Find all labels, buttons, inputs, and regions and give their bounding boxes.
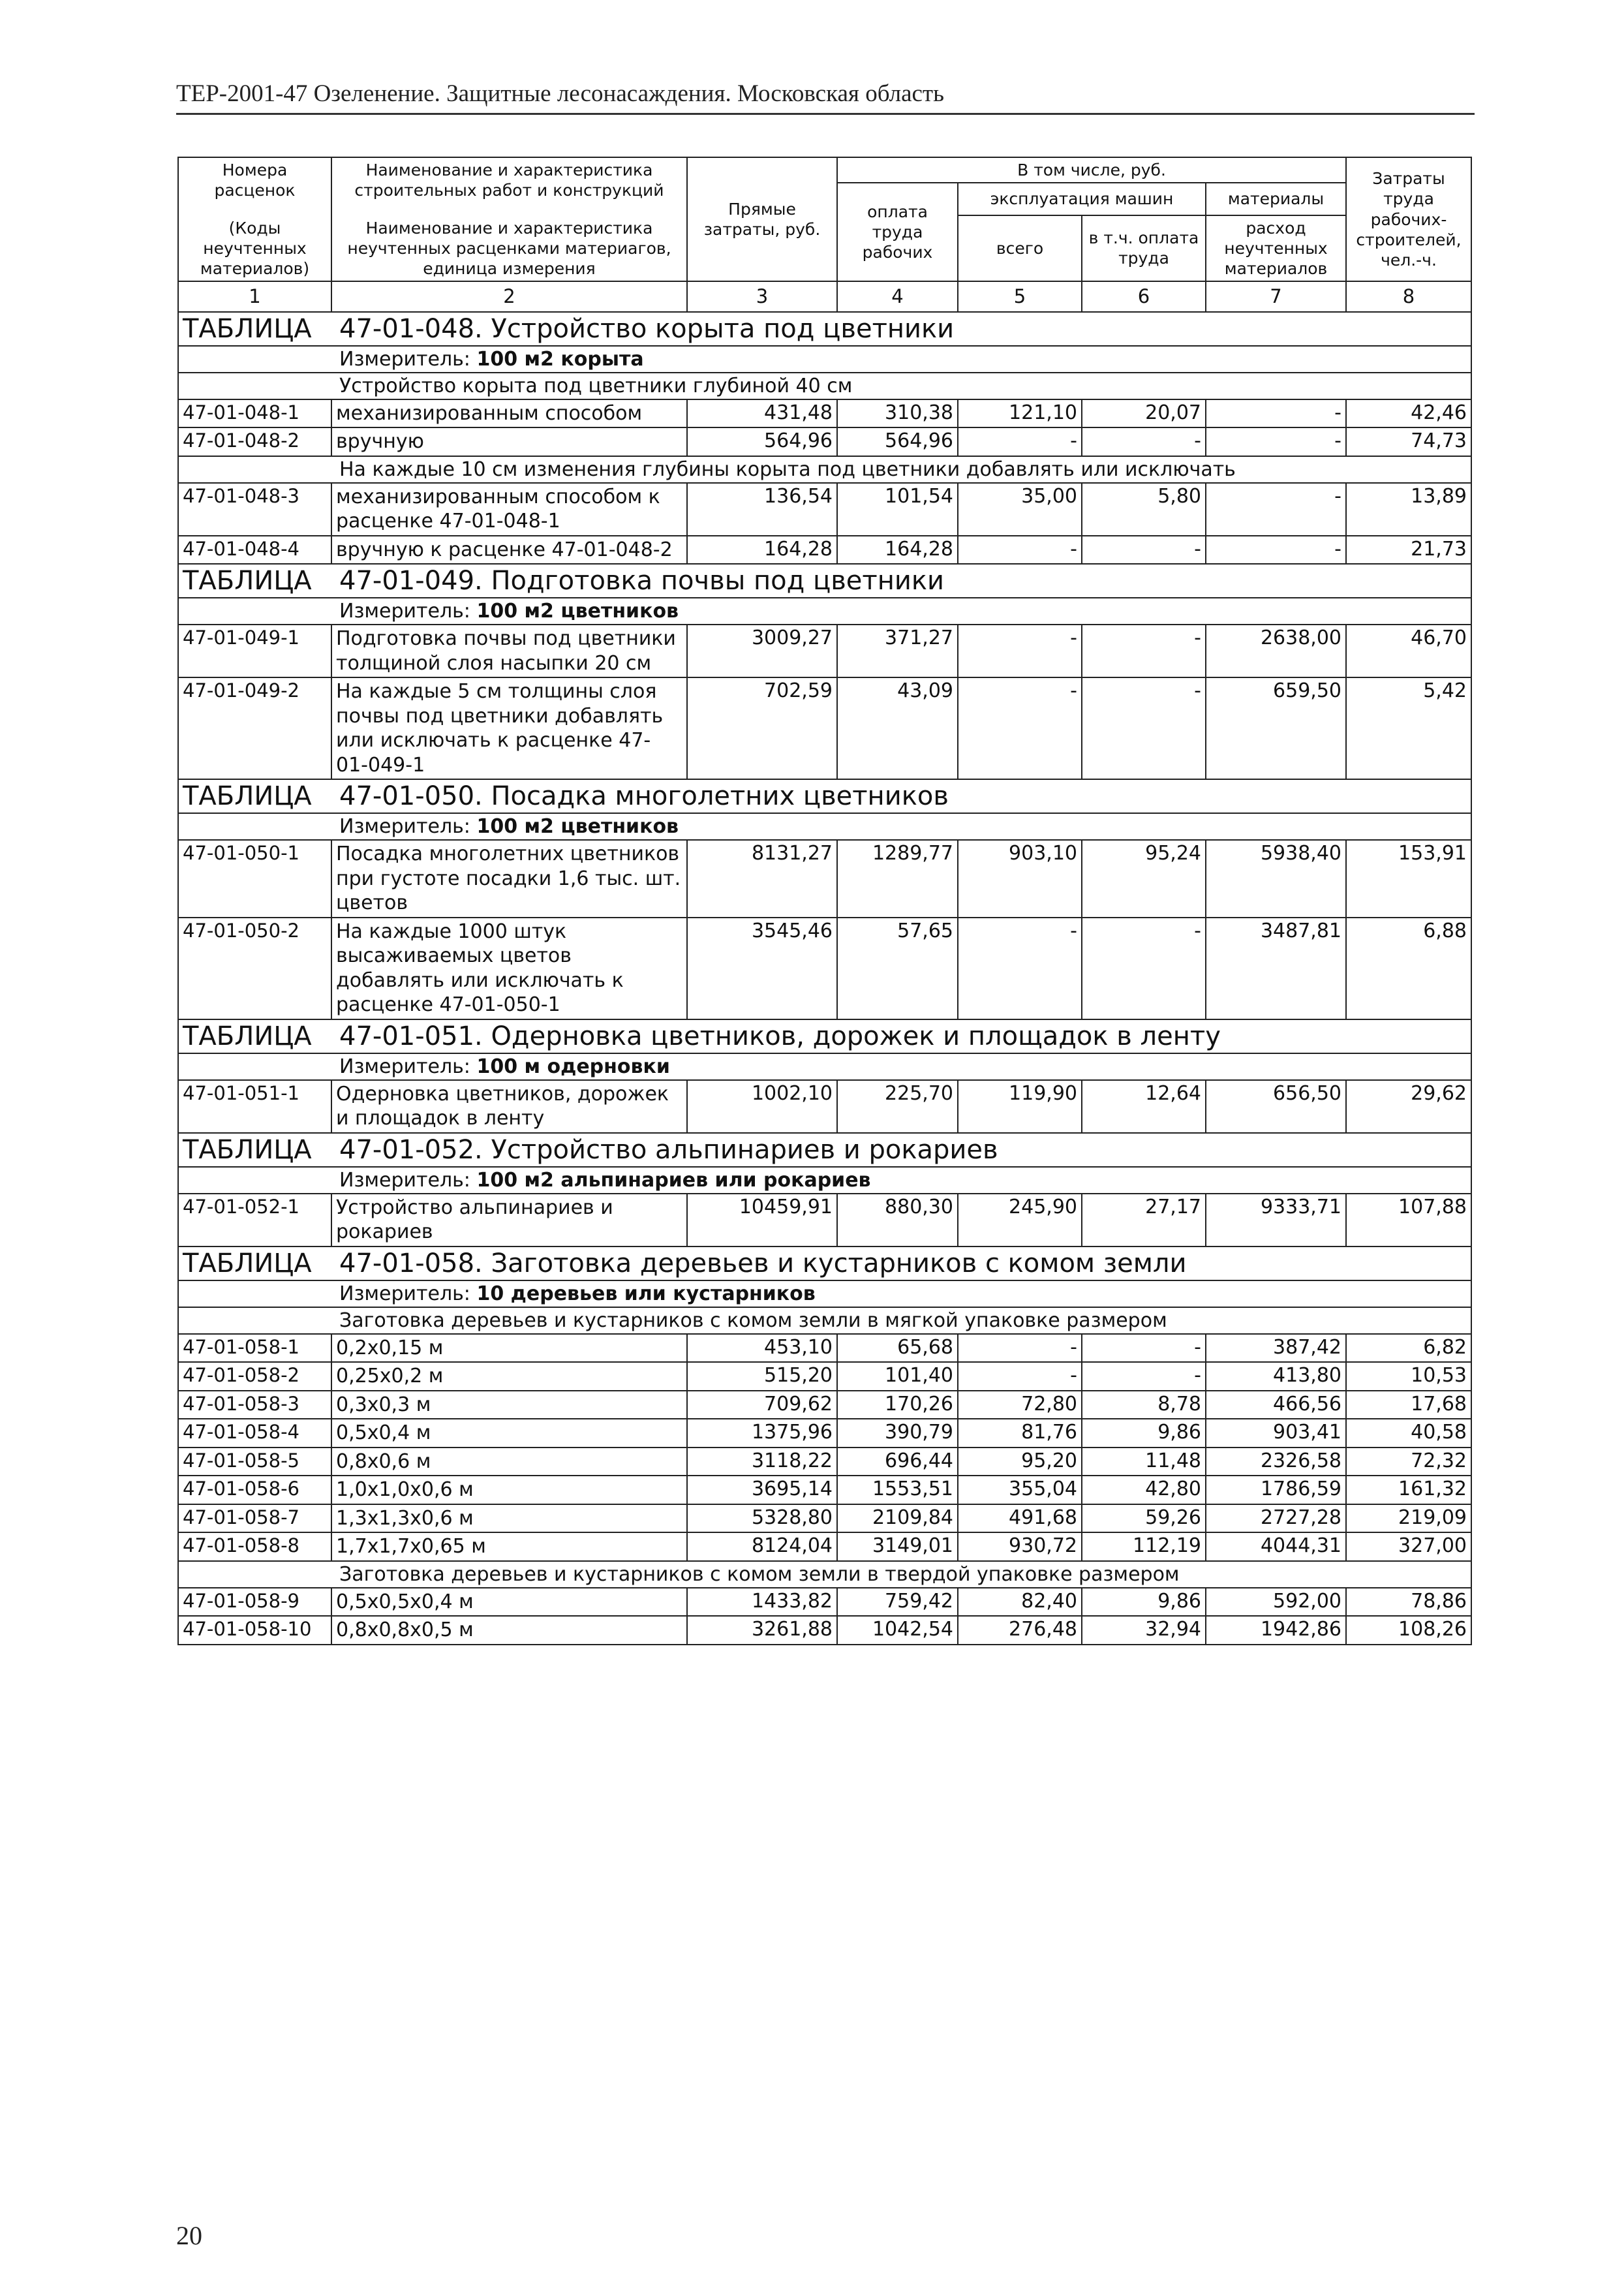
value-labor: 43,09 bbox=[837, 677, 958, 779]
rate-code: 47-01-050-1 bbox=[178, 840, 331, 918]
header-rate-number-bottom: (Коды неучтенных материалов) bbox=[200, 218, 310, 278]
value-machines-total: - bbox=[958, 427, 1082, 456]
header-rate-number bbox=[178, 157, 331, 281]
measure-label: Измеритель: bbox=[339, 1282, 470, 1305]
section-heading-row bbox=[178, 1307, 1471, 1334]
work-name: механизированным способом к расценке 47-01-048-1 bbox=[331, 483, 687, 536]
value-materials: 5938,40 bbox=[1206, 840, 1346, 918]
value-labor: 101,54 bbox=[837, 483, 958, 536]
value-hours: 29,62 bbox=[1346, 1080, 1471, 1133]
work-name: 0,5x0,4 м bbox=[331, 1419, 687, 1448]
value-materials: 2326,58 bbox=[1206, 1448, 1346, 1476]
measure-label: Измеритель: bbox=[339, 347, 470, 371]
measure-cell bbox=[178, 1280, 1471, 1307]
measure-label: Измеритель: bbox=[339, 600, 470, 623]
value-materials: 1942,86 bbox=[1206, 1616, 1346, 1645]
section-heading-text: Заготовка деревьев и кустарников с комом земли в твердой упаковке размером bbox=[339, 1562, 1180, 1586]
table-row bbox=[178, 1532, 1471, 1561]
section-heading-text: Заготовка деревьев и кустарников с комом земли в мягкой упаковке размером bbox=[339, 1309, 1167, 1332]
value-labor: 101,40 bbox=[837, 1362, 958, 1391]
table-title-row bbox=[178, 1133, 1471, 1167]
value-materials: 9333,71 bbox=[1206, 1194, 1346, 1247]
table-title bbox=[178, 1247, 1471, 1280]
table-row bbox=[178, 1616, 1471, 1645]
value-machines-labor: 5,80 bbox=[1082, 483, 1206, 536]
value-labor: 225,70 bbox=[837, 1080, 958, 1133]
work-name: 0,25x0,2 м bbox=[331, 1362, 687, 1391]
value-materials: 3487,81 bbox=[1206, 918, 1346, 1019]
measure-label: Измеритель: bbox=[339, 1168, 470, 1192]
measure-value: 100 м2 цветников bbox=[476, 600, 679, 623]
value-machines-total: 930,72 bbox=[958, 1532, 1082, 1561]
value-hours: 108,26 bbox=[1346, 1616, 1471, 1645]
header-labor-hours: Затраты труда рабочих-строителей, чел.-ч. bbox=[1346, 157, 1471, 281]
value-direct: 1433,82 bbox=[687, 1588, 837, 1617]
value-machines-labor: - bbox=[1082, 536, 1206, 565]
column-number-row bbox=[178, 281, 1471, 311]
value-machines-labor: 112,19 bbox=[1082, 1532, 1206, 1561]
table-row bbox=[178, 1391, 1471, 1419]
table-title-text: 47-01-050. Посадка многолетних цветников bbox=[339, 781, 949, 811]
value-direct: 8124,04 bbox=[687, 1532, 837, 1561]
value-machines-labor: - bbox=[1082, 677, 1206, 779]
rate-code: 47-01-051-1 bbox=[178, 1080, 331, 1133]
rate-code: 47-01-050-2 bbox=[178, 918, 331, 1019]
header-work-name bbox=[331, 157, 687, 281]
table-title-row bbox=[178, 1247, 1471, 1280]
value-hours: 17,68 bbox=[1346, 1391, 1471, 1419]
work-name: Посадка многолетних цветников при густоте посадки 1,6 тыс. шт. цветов bbox=[331, 840, 687, 918]
column-number: 2 bbox=[331, 281, 687, 311]
table-title-row bbox=[178, 564, 1471, 598]
value-machines-total: 119,90 bbox=[958, 1080, 1082, 1133]
table-title bbox=[178, 1133, 1471, 1167]
value-machines-total: 121,10 bbox=[958, 399, 1082, 428]
value-labor: 164,28 bbox=[837, 536, 958, 565]
rate-code: 47-01-058-10 bbox=[178, 1616, 331, 1645]
value-materials: 1786,59 bbox=[1206, 1476, 1346, 1504]
value-materials: 4044,31 bbox=[1206, 1532, 1346, 1561]
table-label: ТАБЛИЦА bbox=[183, 313, 312, 344]
table-title-row bbox=[178, 779, 1471, 813]
value-machines-labor: 9,86 bbox=[1082, 1419, 1206, 1448]
table-row bbox=[178, 1588, 1471, 1617]
header-labor-pay: оплата труда рабочих bbox=[837, 183, 958, 281]
value-machines-labor: 42,80 bbox=[1082, 1476, 1206, 1504]
value-labor: 1042,54 bbox=[837, 1616, 958, 1645]
section-heading bbox=[178, 1307, 1471, 1334]
measure-label: Измеритель: bbox=[339, 815, 470, 838]
work-name: 0,8x0,6 м bbox=[331, 1448, 687, 1476]
value-labor: 65,68 bbox=[837, 1334, 958, 1363]
table-row bbox=[178, 1194, 1471, 1247]
column-number: 1 bbox=[178, 281, 331, 311]
value-materials: 466,56 bbox=[1206, 1391, 1346, 1419]
header-materials-usage: расход неучтенных материалов bbox=[1206, 215, 1346, 282]
table-title bbox=[178, 1019, 1471, 1053]
work-name: 1,7x1,7x0,65 м bbox=[331, 1532, 687, 1561]
value-materials: - bbox=[1206, 399, 1346, 428]
value-direct: 5328,80 bbox=[687, 1504, 837, 1533]
measure-value: 100 м2 корыта bbox=[476, 347, 644, 371]
value-hours: 74,73 bbox=[1346, 427, 1471, 456]
value-direct: 453,10 bbox=[687, 1334, 837, 1363]
value-hours: 21,73 bbox=[1346, 536, 1471, 565]
measure-value: 100 м2 цветников bbox=[476, 815, 679, 838]
table-row bbox=[178, 1448, 1471, 1476]
value-machines-labor: - bbox=[1082, 1334, 1206, 1363]
value-labor: 1289,77 bbox=[837, 840, 958, 918]
value-machines-total: 245,90 bbox=[958, 1194, 1082, 1247]
rate-code: 47-01-048-2 bbox=[178, 427, 331, 456]
section-heading-row bbox=[178, 1561, 1471, 1588]
value-machines-labor: 20,07 bbox=[1082, 399, 1206, 428]
value-machines-labor: 32,94 bbox=[1082, 1616, 1206, 1645]
value-hours: 327,00 bbox=[1346, 1532, 1471, 1561]
column-number: 4 bbox=[837, 281, 958, 311]
value-machines-labor: 27,17 bbox=[1082, 1194, 1206, 1247]
value-machines-total: 276,48 bbox=[958, 1616, 1082, 1645]
value-direct: 702,59 bbox=[687, 677, 837, 779]
value-machines-labor: - bbox=[1082, 625, 1206, 677]
page-number: 20 bbox=[176, 2221, 202, 2250]
rate-code: 47-01-058-8 bbox=[178, 1532, 331, 1561]
value-direct: 431,48 bbox=[687, 399, 837, 428]
value-machines-labor: 59,26 bbox=[1082, 1504, 1206, 1533]
page-header: ТЕР-2001-47 Озеленение. Защитные лесонасаждения. Московская область bbox=[176, 80, 1475, 115]
header-rate-number-top: Номера расценок bbox=[214, 161, 296, 200]
table-title-text: 47-01-048. Устройство корыта под цветники bbox=[339, 313, 955, 344]
measure-value: 10 деревьев или кустарников bbox=[476, 1282, 816, 1305]
value-machines-labor: 9,86 bbox=[1082, 1588, 1206, 1617]
value-labor: 390,79 bbox=[837, 1419, 958, 1448]
rate-code: 47-01-049-2 bbox=[178, 677, 331, 779]
table-title-row bbox=[178, 1019, 1471, 1053]
value-hours: 46,70 bbox=[1346, 625, 1471, 677]
measure-row bbox=[178, 813, 1471, 840]
value-labor: 3149,01 bbox=[837, 1532, 958, 1561]
rate-code: 47-01-058-2 bbox=[178, 1362, 331, 1391]
value-hours: 6,88 bbox=[1346, 918, 1471, 1019]
table-title-row bbox=[178, 312, 1471, 346]
value-materials: - bbox=[1206, 483, 1346, 536]
value-labor: 1553,51 bbox=[837, 1476, 958, 1504]
rate-code: 47-01-058-7 bbox=[178, 1504, 331, 1533]
table-row bbox=[178, 918, 1471, 1019]
value-labor: 57,65 bbox=[837, 918, 958, 1019]
value-labor: 2109,84 bbox=[837, 1504, 958, 1533]
header-machines-labor: в т.ч. оплата труда bbox=[1082, 215, 1206, 282]
value-hours: 13,89 bbox=[1346, 483, 1471, 536]
value-hours: 107,88 bbox=[1346, 1194, 1471, 1247]
value-machines-labor: - bbox=[1082, 1362, 1206, 1391]
section-heading-text: На каждые 10 см изменения глубины корыта под цветники добавлять или исключать bbox=[339, 457, 1236, 481]
table-title bbox=[178, 312, 1471, 346]
work-name: 1,3x1,3x0,6 м bbox=[331, 1504, 687, 1533]
column-number: 3 bbox=[687, 281, 837, 311]
table-header bbox=[178, 157, 1471, 312]
measure-cell bbox=[178, 813, 1471, 840]
value-machines-total: 72,80 bbox=[958, 1391, 1082, 1419]
table-row bbox=[178, 399, 1471, 428]
header-direct-costs: Прямые затраты, руб. bbox=[687, 157, 837, 281]
column-number: 7 bbox=[1206, 281, 1346, 311]
table-row bbox=[178, 625, 1471, 677]
header-machines-total: всего bbox=[958, 215, 1082, 282]
value-direct: 564,96 bbox=[687, 427, 837, 456]
measure-cell bbox=[178, 346, 1471, 373]
work-name: Одерновка цветников, дорожек и площадок в ленту bbox=[331, 1080, 687, 1133]
table-row bbox=[178, 1362, 1471, 1391]
value-materials: 413,80 bbox=[1206, 1362, 1346, 1391]
value-labor: 310,38 bbox=[837, 399, 958, 428]
table-row bbox=[178, 483, 1471, 536]
work-name: 0,3x0,3 м bbox=[331, 1391, 687, 1419]
value-direct: 10459,91 bbox=[687, 1194, 837, 1247]
value-direct: 1002,10 bbox=[687, 1080, 837, 1133]
value-machines-total: 82,40 bbox=[958, 1588, 1082, 1617]
value-hours: 42,46 bbox=[1346, 399, 1471, 428]
table-row bbox=[178, 1504, 1471, 1533]
rate-code: 47-01-052-1 bbox=[178, 1194, 331, 1247]
table-label: ТАБЛИЦА bbox=[183, 1248, 312, 1278]
header-work-name-top: Наименование и характеристика строительных работ и конструкций bbox=[354, 161, 664, 200]
section-heading-row bbox=[178, 373, 1471, 399]
table-row bbox=[178, 427, 1471, 456]
measure-row bbox=[178, 1280, 1471, 1307]
value-machines-total: - bbox=[958, 625, 1082, 677]
work-name: На каждые 5 см толщины слоя почвы под цветники добавлять или исключать к расценке 47-01-049-1 bbox=[331, 677, 687, 779]
value-machines-total: - bbox=[958, 536, 1082, 565]
value-machines-labor: - bbox=[1082, 427, 1206, 456]
value-machines-labor: - bbox=[1082, 918, 1206, 1019]
table-label: ТАБЛИЦА bbox=[183, 566, 312, 596]
value-machines-total: 81,76 bbox=[958, 1419, 1082, 1448]
column-number: 6 bbox=[1082, 281, 1206, 311]
measure-cell bbox=[178, 1167, 1471, 1194]
value-hours: 6,82 bbox=[1346, 1334, 1471, 1363]
measure-row bbox=[178, 346, 1471, 373]
value-materials: 659,50 bbox=[1206, 677, 1346, 779]
table-title-text: 47-01-052. Устройство альпинариев и рокариев bbox=[339, 1134, 998, 1165]
value-labor: 759,42 bbox=[837, 1588, 958, 1617]
table-row bbox=[178, 1476, 1471, 1504]
measure-row bbox=[178, 598, 1471, 625]
measure-cell bbox=[178, 1053, 1471, 1080]
work-name: вручную к расценке 47-01-048-2 bbox=[331, 536, 687, 565]
table-row bbox=[178, 840, 1471, 918]
table-title-text: 47-01-049. Подготовка почвы под цветники bbox=[339, 566, 945, 596]
measure-value: 100 м2 альпинариев или рокариев bbox=[476, 1168, 871, 1192]
section-heading bbox=[178, 373, 1471, 399]
measure-row bbox=[178, 1167, 1471, 1194]
value-materials: 2727,28 bbox=[1206, 1504, 1346, 1533]
work-name: вручную bbox=[331, 427, 687, 456]
section-heading-text: Устройство корыта под цветники глубиной 40 см bbox=[339, 374, 853, 397]
table-row bbox=[178, 1080, 1471, 1133]
header-machines: эксплуатация машин bbox=[958, 183, 1206, 215]
work-name: 0,8x0,8x0,5 м bbox=[331, 1616, 687, 1645]
value-machines-total: 35,00 bbox=[958, 483, 1082, 536]
value-hours: 10,53 bbox=[1346, 1362, 1471, 1391]
table-label: ТАБЛИЦА bbox=[183, 1134, 312, 1165]
value-materials: - bbox=[1206, 427, 1346, 456]
value-direct: 3695,14 bbox=[687, 1476, 837, 1504]
table-row bbox=[178, 536, 1471, 565]
value-direct: 709,62 bbox=[687, 1391, 837, 1419]
header-including: В том числе, руб. bbox=[837, 157, 1346, 183]
table-label: ТАБЛИЦА bbox=[183, 1021, 312, 1051]
table-title-text: 47-01-051. Одерновка цветников, дорожек и площадок в ленту bbox=[339, 1021, 1221, 1051]
work-name: 0,2x0,15 м bbox=[331, 1334, 687, 1363]
value-direct: 3545,46 bbox=[687, 918, 837, 1019]
rate-code: 47-01-048-1 bbox=[178, 399, 331, 428]
column-number: 5 bbox=[958, 281, 1082, 311]
section-heading-row bbox=[178, 456, 1471, 483]
value-direct: 3118,22 bbox=[687, 1448, 837, 1476]
value-machines-total: - bbox=[958, 918, 1082, 1019]
value-hours: 40,58 bbox=[1346, 1419, 1471, 1448]
value-direct: 1375,96 bbox=[687, 1419, 837, 1448]
table-title bbox=[178, 779, 1471, 813]
rate-code: 47-01-058-6 bbox=[178, 1476, 331, 1504]
value-machines-total: - bbox=[958, 1362, 1082, 1391]
value-hours: 153,91 bbox=[1346, 840, 1471, 918]
table-row bbox=[178, 677, 1471, 779]
value-machines-labor: 12,64 bbox=[1082, 1080, 1206, 1133]
value-labor: 564,96 bbox=[837, 427, 958, 456]
value-hours: 219,09 bbox=[1346, 1504, 1471, 1533]
work-name: 1,0x1,0x0,6 м bbox=[331, 1476, 687, 1504]
value-hours: 161,32 bbox=[1346, 1476, 1471, 1504]
column-number: 8 bbox=[1346, 281, 1471, 311]
work-name: 0,5x0,5x0,4 м bbox=[331, 1588, 687, 1617]
value-hours: 5,42 bbox=[1346, 677, 1471, 779]
value-direct: 8131,27 bbox=[687, 840, 837, 918]
value-hours: 72,32 bbox=[1346, 1448, 1471, 1476]
work-name: механизированным способом bbox=[331, 399, 687, 428]
value-direct: 3009,27 bbox=[687, 625, 837, 677]
value-labor: 371,27 bbox=[837, 625, 958, 677]
rate-code: 47-01-058-4 bbox=[178, 1419, 331, 1448]
value-machines-total: 903,10 bbox=[958, 840, 1082, 918]
value-labor: 696,44 bbox=[837, 1448, 958, 1476]
value-direct: 136,54 bbox=[687, 483, 837, 536]
value-materials: 656,50 bbox=[1206, 1080, 1346, 1133]
value-machines-total: 355,04 bbox=[958, 1476, 1082, 1504]
value-machines-labor: 8,78 bbox=[1082, 1391, 1206, 1419]
value-hours: 78,86 bbox=[1346, 1588, 1471, 1617]
work-name: На каждые 1000 штук высаживаемых цветов добавлять или исключать к расценке 47-01-050-1 bbox=[331, 918, 687, 1019]
rate-code: 47-01-058-9 bbox=[178, 1588, 331, 1617]
value-machines-total: 95,20 bbox=[958, 1448, 1082, 1476]
rates-table bbox=[177, 157, 1472, 1645]
rate-code: 47-01-058-5 bbox=[178, 1448, 331, 1476]
table-label: ТАБЛИЦА bbox=[183, 781, 312, 811]
measure-label: Измеритель: bbox=[339, 1055, 470, 1078]
value-machines-total: - bbox=[958, 677, 1082, 779]
table-body bbox=[178, 312, 1471, 1645]
section-heading bbox=[178, 456, 1471, 483]
rate-code: 47-01-049-1 bbox=[178, 625, 331, 677]
value-direct: 164,28 bbox=[687, 536, 837, 565]
value-direct: 3261,88 bbox=[687, 1616, 837, 1645]
rate-code: 47-01-048-3 bbox=[178, 483, 331, 536]
table-row bbox=[178, 1334, 1471, 1363]
work-name: Устройство альпинариев и рокариев bbox=[331, 1194, 687, 1247]
table-title bbox=[178, 564, 1471, 598]
rate-code: 47-01-058-3 bbox=[178, 1391, 331, 1419]
measure-cell bbox=[178, 598, 1471, 625]
value-materials: 2638,00 bbox=[1206, 625, 1346, 677]
header-materials: материалы bbox=[1206, 183, 1346, 215]
measure-row bbox=[178, 1053, 1471, 1080]
value-machines-labor: 95,24 bbox=[1082, 840, 1206, 918]
value-labor: 170,26 bbox=[837, 1391, 958, 1419]
value-machines-labor: 11,48 bbox=[1082, 1448, 1206, 1476]
measure-value: 100 м одерновки bbox=[476, 1055, 670, 1078]
work-name: Подготовка почвы под цветники толщиной слоя насыпки 20 см bbox=[331, 625, 687, 677]
value-direct: 515,20 bbox=[687, 1362, 837, 1391]
value-materials: - bbox=[1206, 536, 1346, 565]
value-labor: 880,30 bbox=[837, 1194, 958, 1247]
value-machines-total: - bbox=[958, 1334, 1082, 1363]
value-materials: 903,41 bbox=[1206, 1419, 1346, 1448]
table-title-text: 47-01-058. Заготовка деревьев и кустарников с комом земли bbox=[339, 1248, 1187, 1278]
value-materials: 387,42 bbox=[1206, 1334, 1346, 1363]
value-machines-total: 491,68 bbox=[958, 1504, 1082, 1533]
section-heading bbox=[178, 1561, 1471, 1588]
rate-code: 47-01-058-1 bbox=[178, 1334, 331, 1363]
table-row bbox=[178, 1419, 1471, 1448]
rate-code: 47-01-048-4 bbox=[178, 536, 331, 565]
header-work-name-bottom: Наименование и характеристика неучтенных расценками материагов, единица измерения bbox=[347, 218, 671, 278]
value-materials: 592,00 bbox=[1206, 1588, 1346, 1617]
